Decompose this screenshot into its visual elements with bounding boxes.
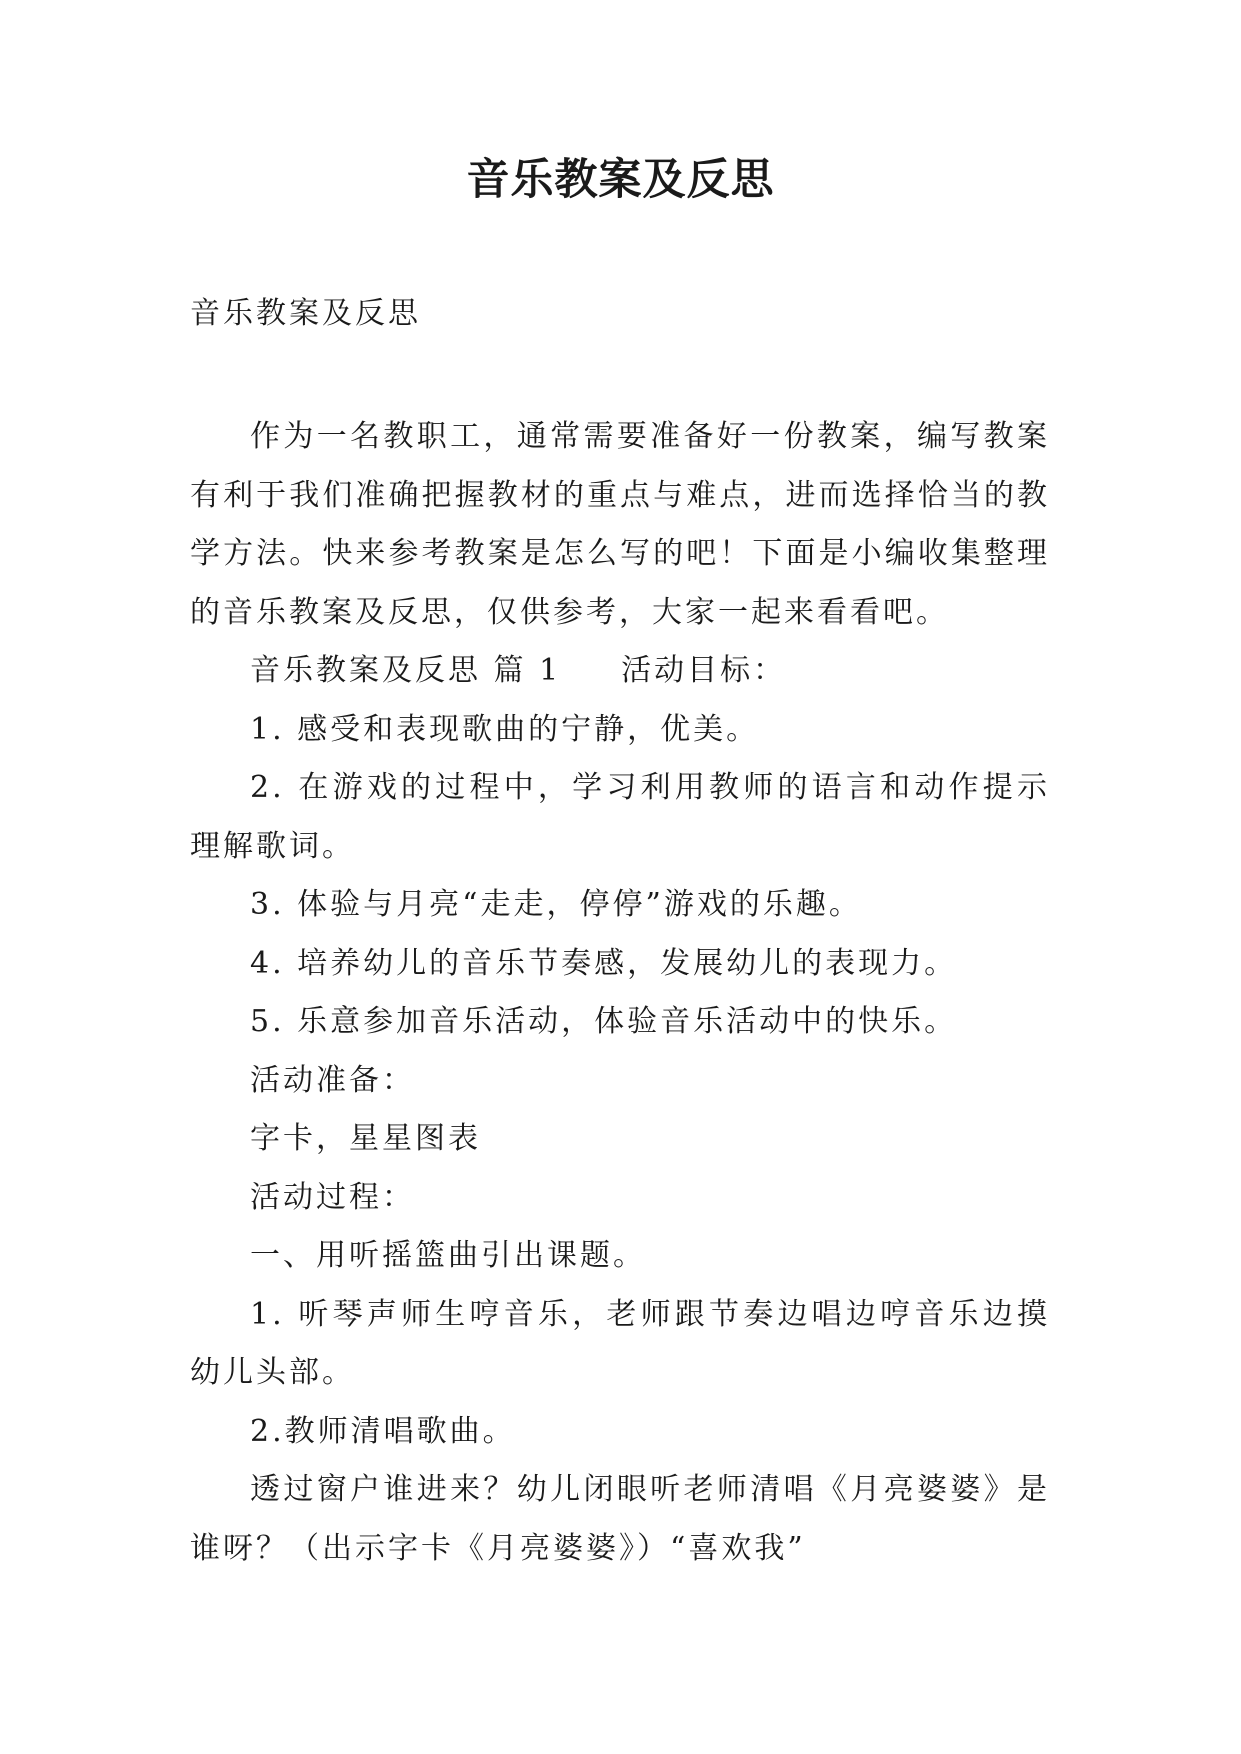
objective-item: 1. 感受和表现歌曲的宁静，优美。 — [250, 711, 760, 747]
document-body — [190, 408, 1050, 1578]
process-step: 透过窗户谁进来？幼儿闭眼听老师清唱《月亮婆婆》是谁呀？（出示字卡《月亮婆婆》）“喜欢我” — [190, 1472, 1050, 1566]
process-step: 一、用听摇篮曲引出课题。 — [250, 1238, 646, 1273]
objective-item: 5. 乐意参加音乐活动，体验音乐活动中的快乐。 — [250, 1004, 958, 1039]
objective-item: 4. 培养幼儿的音乐节奏感，发展幼儿的表现力。 — [250, 945, 958, 981]
process-step: 2.教师清唱歌曲。 — [250, 1413, 516, 1449]
document-title: 音乐教案及反思 — [466, 155, 775, 205]
objective-item: 3. 体验与月亮“走走，停停”游戏的乐趣。 — [250, 887, 862, 922]
preparation-content: 字卡，星星图表 — [250, 1121, 481, 1156]
section-heading-title: 音乐教案及反思 篇 1 — [250, 653, 562, 688]
section-heading-label: 活动目标： — [621, 653, 787, 688]
process-heading: 活动过程： — [250, 1179, 415, 1215]
document-subtitle: 音乐教案及反思 — [190, 296, 421, 331]
process-step: 1. 听琴声师生哼音乐，老师跟节奏边唱边哼音乐边摸幼儿头部。 — [190, 1296, 1050, 1390]
intro-paragraph: 作为一名教职工，通常需要准备好一份教案，编写教案有利于我们准确把握教材的重点与难点，进而选择恰当的教学方法。快来参考教案是怎么写的吧！下面是小编收集整理的音乐教案及反思，仅供参考，大家一起来看看吧。 — [190, 419, 1050, 630]
section-heading — [190, 642, 1050, 701]
objective-item: 2. 在游戏的过程中，学习利用教师的语言和动作提示理解歌词。 — [190, 770, 1050, 864]
preparation-heading: 活动准备： — [250, 1062, 415, 1098]
